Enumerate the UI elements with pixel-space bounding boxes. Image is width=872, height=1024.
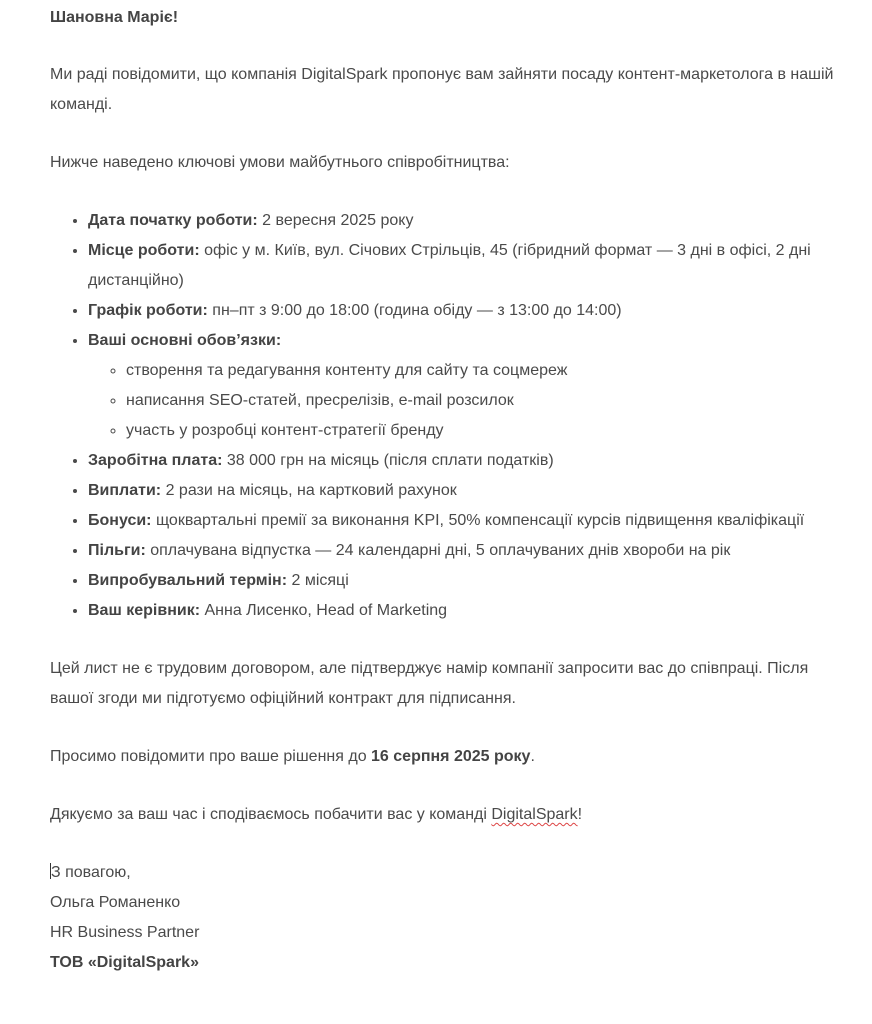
deadline-paragraph: Просимо повідомити про ваше рішення до 16 серпня 2025 року. [50, 748, 535, 765]
signature-closing: З повагою, [51, 864, 131, 881]
duty-item: ◦ написання SEO-статей, пресрелізів, e-mail розсилок [126, 386, 850, 416]
term-schedule: • Графік роботи: пн–пт з 9:00 до 18:00 (година обіду — з 13:00 до 14:00) [88, 296, 850, 326]
signature-name: Ольга Романенко [50, 894, 181, 911]
term-duties: • Ваші основні обов’язки: ◦ створення та редагування контенту для сайту та соцмереж ◦ написання SEO-статей, пресрелізів, e-mail розсилок ◦ участь у розробці контент-стратегії бренду [88, 326, 850, 446]
intro-paragraph: Ми раді повідомити, що компанія DigitalSpark пропонує вам зайняти посаду контент-маркетолога в нашій команді. [50, 66, 834, 113]
spellcheck-flagged-word[interactable]: DigitalSpark [491, 806, 578, 823]
terms-heading: Нижче наведено ключові умови майбутнього співробітництва: [50, 154, 510, 171]
disclaimer-paragraph: Цей лист не є трудовим договором, але підтверджує намір компанії запросити вас до співпраці. Після вашої згоди ми підготуємо офіційний контракт для підписання. [50, 660, 809, 707]
term-workplace: • Місце роботи: офіс у м. Київ, вул. Січових Стрільців, 45 (гібридний формат — 3 дні в офісі, 2 дні дистанційно) [88, 236, 850, 296]
terms-list [50, 206, 850, 626]
duty-item: ◦ створення та редагування контенту для сайту та соцмереж [126, 356, 850, 386]
deadline-date: 16 серпня 2025 року [371, 748, 531, 765]
duty-item: ◦ участь у розробці контент-стратегії бренду [126, 416, 850, 446]
signature-position: HR Business Partner [50, 924, 200, 941]
term-manager: • Ваш керівник: Анна Лисенко, Head of Marketing [88, 596, 850, 626]
term-benefits: • Пільги: оплачувана відпустка — 24 календарні дні, 5 оплачуваних днів хвороби на рік [88, 536, 850, 566]
thanks-paragraph: Дякуємо за ваш час і сподіваємось побачити вас у команді DigitalSpark! [50, 806, 583, 823]
term-bonuses: • Бонуси: щоквартальні премії за виконання KPI, 50% компенсації курсів підвищення кваліфікації [88, 506, 850, 536]
term-payments: • Виплати: 2 рази на місяць, на картковий рахунок [88, 476, 850, 506]
term-probation: • Випробувальний термін: 2 місяці [88, 566, 850, 596]
greeting: Шановна Маріє! [50, 9, 179, 26]
term-salary: • Заробітна плата: 38 000 грн на місяць (після сплати податків) [88, 446, 850, 476]
term-start-date: • Дата початку роботи: 2 вересня 2025 року [88, 206, 850, 236]
signature-block [50, 858, 850, 978]
signature-company: ТОВ «DigitalSpark» [50, 954, 199, 971]
duties-list [88, 356, 850, 446]
